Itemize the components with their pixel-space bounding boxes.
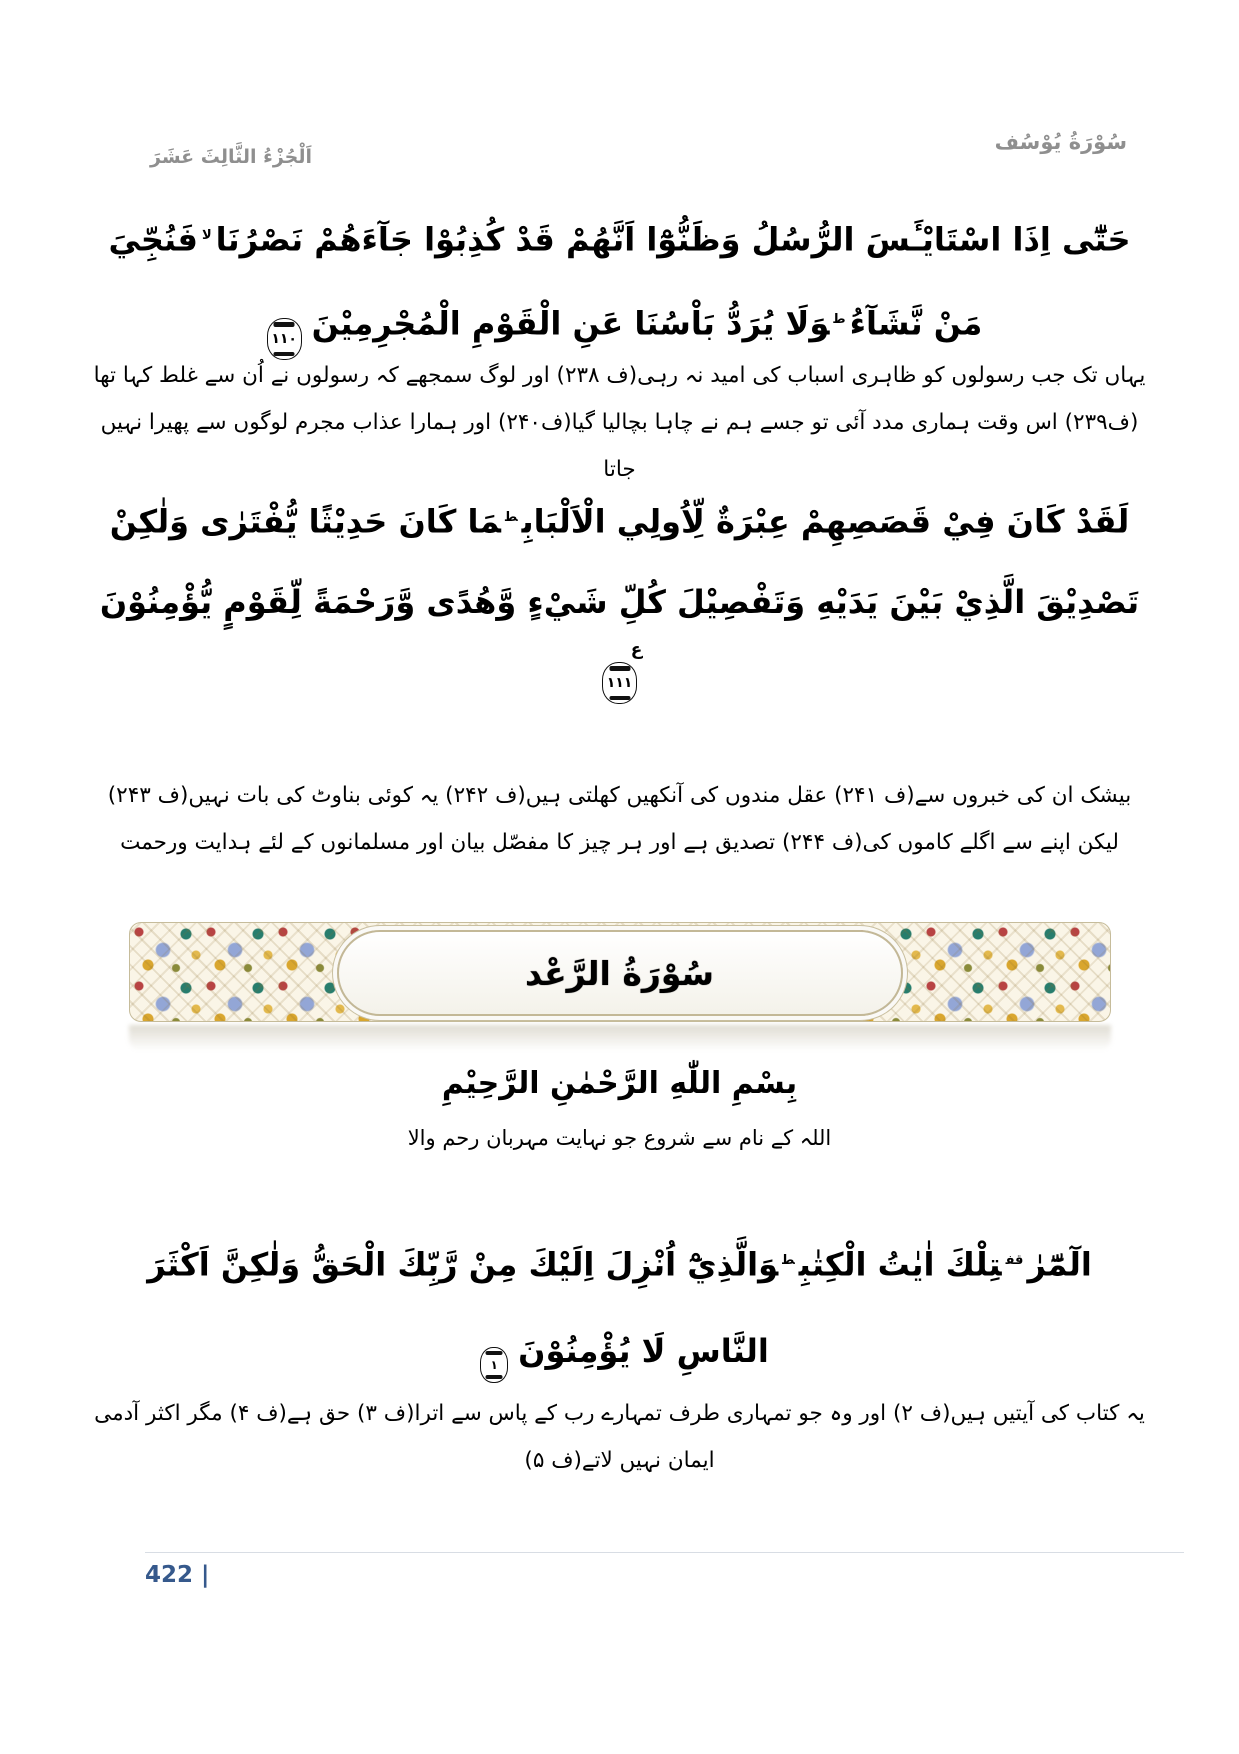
verse-1-number: ۱ bbox=[490, 1357, 498, 1372]
verse-111-text-a: لَقَدْ كَانَ فِيْ قَصَصِهِمْ عِبْرَةٌ لِّاُولِي الْاَلْبَابِ bbox=[521, 502, 1130, 541]
verse-111-number: ۱۱۱ bbox=[606, 675, 633, 691]
pause-mark-tah: ط bbox=[504, 510, 518, 525]
verse-1-text-c: النَّاسِ لَا يُؤْمِنُوْنَ bbox=[518, 1331, 769, 1370]
verse-110-line-2 bbox=[88, 280, 1151, 364]
header-juz-13-calligraphy: اَلْجُزْءُ الثَّالِثَ عَشَرَ bbox=[150, 146, 313, 168]
verse-1-arabic bbox=[88, 1218, 1151, 1394]
translation-1-line-1: یہ کتاب کی آیتیں ہیں(ف ۲) اور وہ جو تمہاری طرف تمہارے رب کے پاس سے اترا(ف ۳) حق ہے(ف ۴) مگر اکثر آدمی bbox=[94, 1401, 1145, 1426]
ruku-marker-group bbox=[0, 640, 1239, 704]
verse-110-number: ۱۱۰ bbox=[271, 331, 297, 348]
verse-111-text-b: مَا كَانَ حَدِيْثًا يُّفْتَرٰى وَلٰكِنْ bbox=[109, 502, 501, 541]
arabesque-ornament-band bbox=[129, 922, 1111, 1022]
band-reflection bbox=[129, 1025, 1111, 1051]
verse-1-text-b: وَالَّذِيْٓ اُنْزِلَ اِلَيْكَ مِنْ رَّبِّكَ الْحَقُّ وَلٰكِنَّ اَكْثَرَ bbox=[147, 1245, 779, 1284]
verse-110-text-a: حَتّٰٓى اِذَا اسْتَايْـَٔسَ الرُّسُلُ وَظَنُّوْٓا اَنَّهُمْ قَدْ كُذِبُوْا جَآءَهُمْ نَصْرُنَا bbox=[215, 220, 1131, 259]
verse-1-line-1 bbox=[88, 1218, 1151, 1308]
bismillah-arabic: بِسْمِ اللّٰهِ الرَّحْمٰنِ الرَّحِيْمِ bbox=[441, 1066, 798, 1101]
verse-1-end-medallion bbox=[480, 1347, 508, 1383]
verse-111-arabic bbox=[88, 478, 1151, 642]
verse-110-line-1 bbox=[88, 196, 1151, 280]
page-number bbox=[145, 1562, 209, 1588]
verse-1-text-a: تِلْكَ اٰيٰتُ الْكِتٰبِ bbox=[798, 1245, 1002, 1284]
header-surah-yusuf-calligraphy: سُوْرَةُ يُوْسُف bbox=[994, 130, 1127, 154]
pause-mark-tah: ط bbox=[833, 311, 846, 327]
verse-111-end-medallion bbox=[602, 662, 637, 704]
surah-raad-header-band bbox=[0, 922, 1239, 1051]
translation-110-line-1: یہاں تک جب رسولوں کو ظاہری اسباب کی امید نہ رہی(ف ۲۳۸) اور لوگ سمجھے کہ رسولوں نے اُن سے غلط کہا تھا bbox=[93, 363, 1146, 388]
verse-110-text-b: فَنُجِّيَ bbox=[108, 220, 198, 259]
ruku-ain-marker: ع bbox=[630, 640, 643, 660]
pause-mark-laa: لا bbox=[201, 228, 212, 243]
verse-111-line-2: تَصْدِيْقَ الَّذِيْ بَيْنَ يَدَيْهِ وَتَفْصِيْلَ كُلِّ شَيْءٍ وَّهُدًى وَّرَحْمَةً لِّقَوْمٍ يُّؤْمِنُوْنَ bbox=[99, 582, 1140, 621]
pause-mark-qif: قف bbox=[1005, 1253, 1024, 1268]
verse-1-line-2 bbox=[88, 1308, 1151, 1394]
page-number-value: 422 bbox=[145, 1562, 194, 1588]
surah-raad-title: سُوْرَةُ الرَّعْد bbox=[525, 953, 714, 993]
page-number-separator: | bbox=[201, 1562, 210, 1588]
verse-110-arabic bbox=[88, 196, 1151, 363]
verse-111-line-1 bbox=[88, 478, 1151, 562]
verse-1-muqattaat: الٓمّٓرٰ bbox=[1027, 1245, 1092, 1284]
translation-110-urdu bbox=[88, 352, 1151, 493]
translation-1-urdu bbox=[88, 1390, 1151, 1484]
page-header bbox=[150, 130, 1127, 168]
pause-mark-tah: ط bbox=[782, 1253, 795, 1268]
bismillah-urdu-translation: اللہ کے نام سے شروع جو نہایت مہربان رحم والا bbox=[407, 1126, 832, 1150]
translation-1-line-2: ایمان نہیں لاتے(ف ۵) bbox=[524, 1448, 715, 1473]
translation-111-urdu bbox=[88, 772, 1151, 866]
translation-111-line-1: بیشک ان کی خبروں سے(ف ۲۴۱) عقل مندوں کی آنکھیں کھلتی ہیں(ف ۲۴۲) یہ کوئی بناوٹ کی بات نہیں(ف ۲۴۳) bbox=[107, 783, 1132, 808]
verse-110-text-d: وَلَا يُرَدُّ بَاْسُنَا عَنِ الْقَوْمِ الْمُجْرِمِيْنَ bbox=[311, 304, 830, 343]
verse-110-text-c: مَنْ نَّشَآءُ bbox=[849, 304, 983, 343]
translation-111-line-2: لیکن اپنے سے اگلے کاموں کی(ف ۲۴۴) تصدیق ہے اور ہر چیز کا مفصّل بیان اور مسلمانوں کے لئے ہدایت ورحمت bbox=[120, 830, 1119, 855]
surah-title-cartouche bbox=[337, 930, 903, 1016]
footer-divider-line bbox=[145, 1552, 1184, 1553]
translation-110-line-2: (ف۲۳۹) اس وقت ہماری مدد آئی تو جسے ہم نے چاہا بچالیا گیا(ف۲۴۰) اور ہمارا عذاب مجرم لوگوں سے پھیرا نہیں جاتا bbox=[100, 410, 1139, 482]
